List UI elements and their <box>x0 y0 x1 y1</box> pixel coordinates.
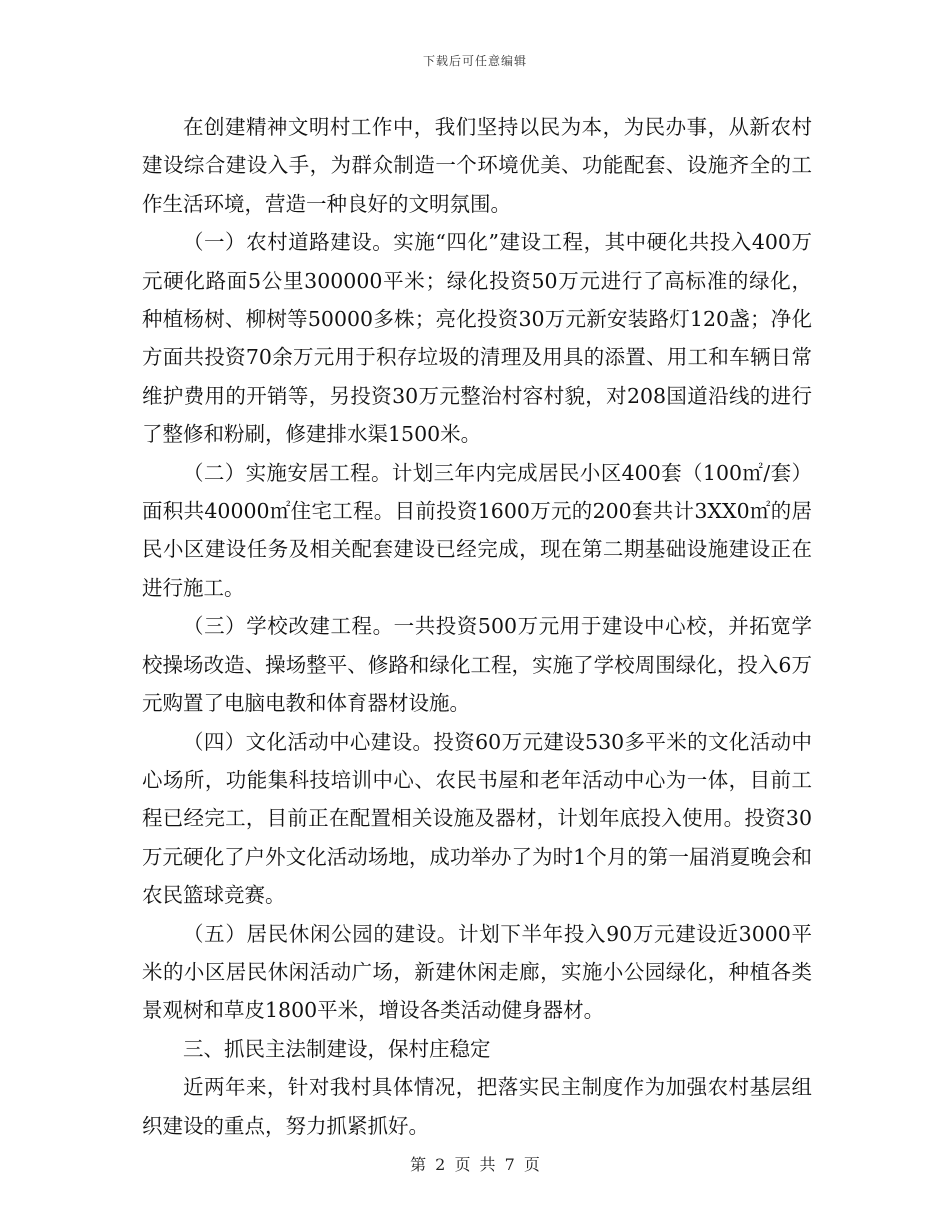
paragraph-road-construction: （一）农村道路建设。实施“四化”建设工程，其中硬化共投入400万元硬化路面5公里300000平米；绿化投资50万元进行了高标准的绿化，种植杨树、柳树等50000多株；亮化投资30万元新安装路灯120盏；净化方面共投资70余万元用于积存垃圾的清理及用具的添置、用工和车辆日常维护费用的开销等，另投资30万元整治村容村貌，对208国道沿线的进行了整修和粉刷，修建排水渠1500米。 <box>142 230 812 447</box>
section-heading: 三、抓民主法制建设，保村庄稳定 <box>183 1036 491 1061</box>
paragraph-leisure-park: （五）居民休闲公园的建设。计划下半年投入90万元建设近3000平米的小区居民休闲活动广场，新建休闲走廊，实施小公园绿化，种植各类景观树和草皮1800平米，增设各类活动健身器材。 <box>142 921 812 1023</box>
document-body <box>142 108 812 1145</box>
paragraph-intro: 在创建精神文明村工作中，我们坚持以民为本，为民办事，从新农村建设综合建设入手，为群众制造一个环境优美、功能配套、设施齐全的工作生活环境，营造一种良好的文明氛围。 <box>142 115 812 216</box>
paragraph-democracy: 近两年来，针对我村具体情况，把落实民主制度作为加强农村基层组织建设的重点，努力抓紧抓好。 <box>142 1075 812 1138</box>
paragraph-housing-project: （二）实施安居工程。计划三年内完成居民小区400套（100㎡/套）面积共40000㎡住宅工程。目前投资1600万元的200套共计3XX0㎡的居民小区建设任务及相关配套建设已经完成，现在第二期基础设施建设正在进行施工。 <box>142 460 812 600</box>
page-number: 第 2 页 共 7 页 <box>410 1155 540 1174</box>
paragraph-school-renovation: （三）学校改建工程。一共投资500万元用于建设中心校，并拓宽学校操场改造、操场整平、修路和绿化工程，实施了学校周围绿化，投入6万元购置了电脑电教和体育器材设施。 <box>142 614 812 716</box>
page-header: 下载后可任意编辑 <box>422 54 527 68</box>
paragraph-culture-center: （四）文化活动中心建设。投资60万元建设530多平米的文化活动中心场所，功能集科技培训中心、农民书屋和老年活动中心为一体，目前工程已经完工，目前正在配置相关设施及器材，计划年底投入使用。投资30万元硬化了户外文化活动场地，成功举办了为时1个月的第一届消夏晚会和农民篮球竞赛。 <box>142 729 812 908</box>
